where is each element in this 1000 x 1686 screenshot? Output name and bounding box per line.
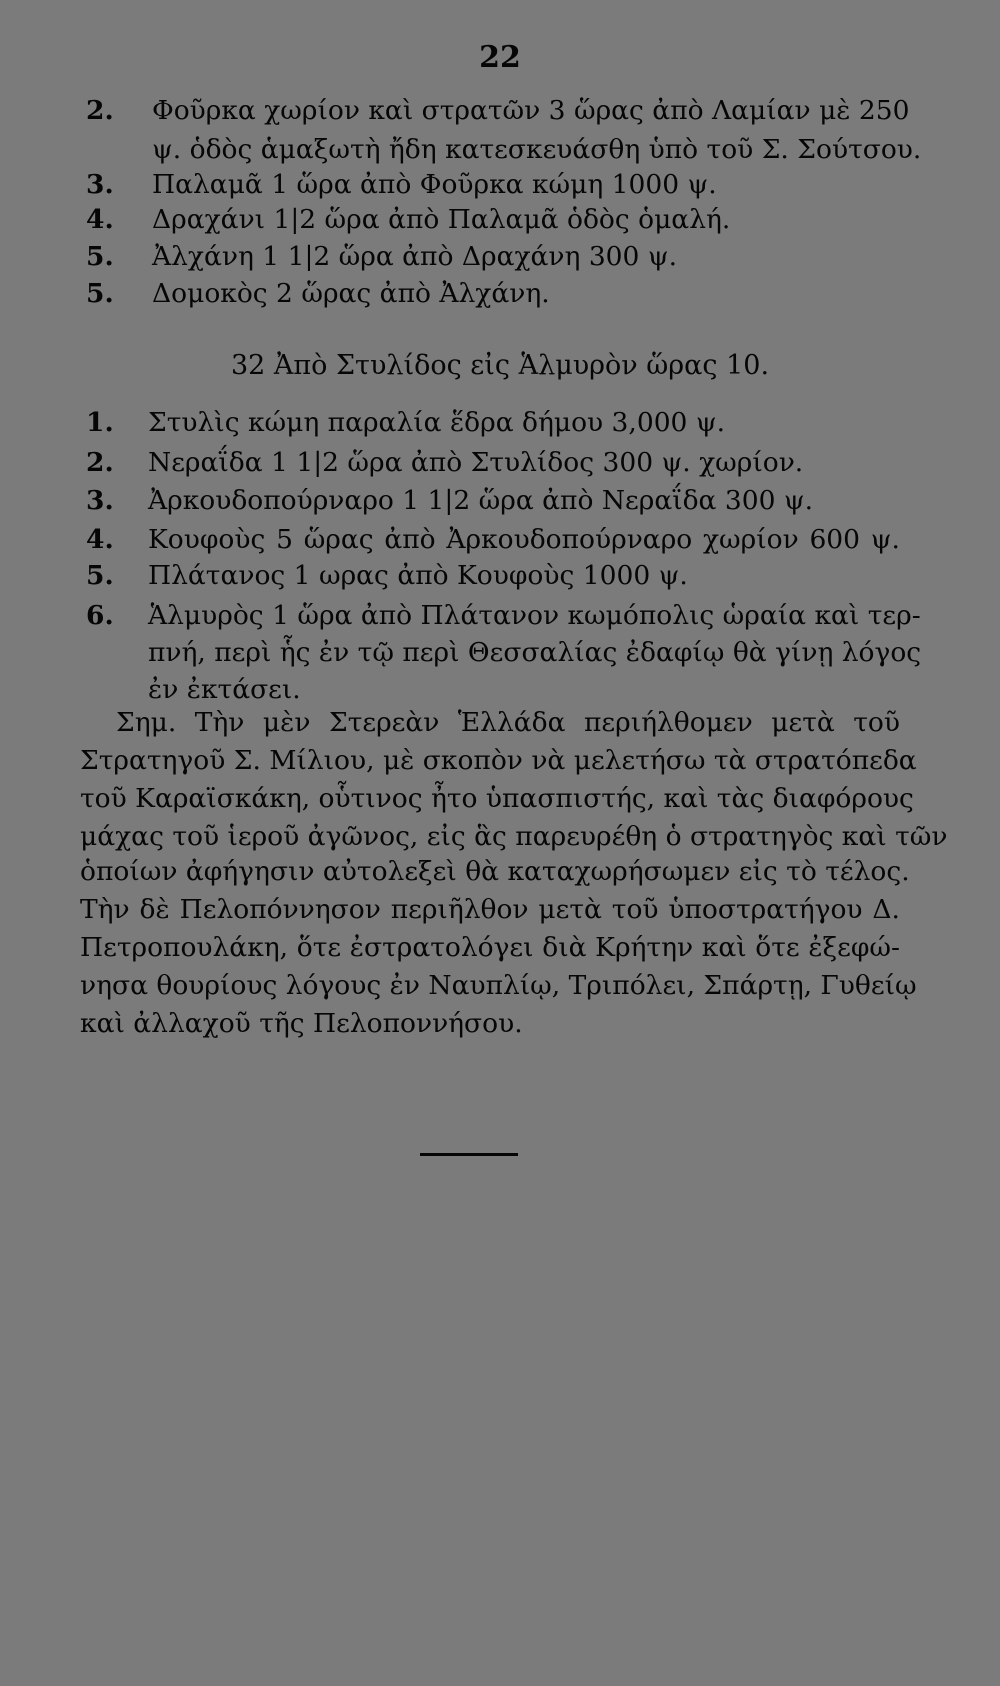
item-line: Παλαμᾶ 1 ὥρα ἀπὸ Φοῦρκα κώμη 1000 ψ. — [152, 169, 717, 200]
note-line: ὁποίων ἀφήγησιν αὐτολεξεὶ θὰ καταχωρήσωμεν εἰς τὸ τέλος. — [80, 856, 910, 887]
note-line: Τὴν δὲ Πελοπόννησον περιῆλθον μετὰ τοῦ ὑποστρατήγου Δ. — [80, 894, 900, 925]
item-line: Πλάτανος 1 ωρας ἀπὸ Κουφοὺς 1000 ψ. — [148, 560, 688, 591]
item-line: Στυλὶς κώμη παραλία ἕδρα δήμου 3,000 ψ. — [148, 407, 726, 438]
item-line: Ἀρκουδοπούρναρο 1 1|2 ὥρα ἀπὸ Νεραΐδα 300 ψ. — [148, 485, 814, 516]
item-number: 5. — [86, 560, 114, 591]
item-line: Φοῦρκα χωρίον καὶ στρατῶν 3 ὥρας ἀπὸ Λαμίαν μὲ 250 — [152, 95, 910, 126]
item-line: Δραχάνι 1|2 ὥρα ἀπὸ Παλαμᾶ ὁδὸς ὁμαλή. — [152, 204, 731, 235]
note-line: μάχας τοῦ ἱεροῦ ἀγῶνος, εἰς ἃς παρευρέθη ὁ στρατηγὸς καὶ τῶν — [80, 821, 948, 852]
note-line: τοῦ Καραϊσκάκη, οὗτινος ἦτο ὑπασπιστής, καὶ τὰς διαφόρους — [80, 783, 914, 814]
item-number: 2. — [86, 95, 114, 126]
item-line: Νεραΐδα 1 1|2 ὥρα ἀπὸ Στυλίδος 300 ψ. χωρίον. — [148, 447, 804, 478]
note-line: νησα θουρίους λόγους ἐν Ναυπλίῳ, Τριπόλει, Σπάρτῃ, Γυθείῳ — [80, 970, 917, 1001]
item-number: 4. — [86, 204, 114, 235]
item-number: 4. — [86, 524, 114, 555]
item-number: 3. — [86, 169, 114, 200]
item-number: 6. — [86, 600, 114, 631]
section-divider — [420, 1153, 518, 1156]
route-heading: 32 Ἀπὸ Στυλίδος εἰς Ἁλμυρὸν ὥρας 10. — [230, 350, 770, 381]
item-number: 5. — [86, 278, 114, 309]
item-line: ψ. ὁδὸς ἁμαξωτὴ ἤδη κατεσκευάσθη ὑπὸ τοῦ Σ. Σούτσου. — [152, 134, 922, 165]
note-line: Σημ. Τὴν μὲν Στερεὰν Ἑλλάδα περιήλθομεν μετὰ τοῦ — [116, 707, 900, 738]
item-line: ἐν ἐκτάσει. — [148, 674, 301, 705]
item-line: πνή, περὶ ἧς ἐν τῷ περὶ Θεσσαλίας ἐδαφίῳ θὰ γίνῃ λόγος — [148, 637, 922, 668]
item-number: 2. — [86, 447, 114, 478]
item-number: 5. — [86, 241, 114, 272]
item-number: 3. — [86, 485, 114, 516]
item-line: Ἀλχάνη 1 1|2 ὥρα ἀπὸ Δραχάνη 300 ψ. — [152, 241, 678, 272]
note-line: Πετροπουλάκη, ὅτε ἐστρατολόγει διὰ Κρήτην καὶ ὅτε ἐξεφώ- — [80, 932, 900, 963]
item-line: Δομοκὸς 2 ὥρας ἀπὸ Ἀλχάνη. — [152, 278, 550, 309]
item-number: 1. — [86, 407, 114, 438]
item-line: Ἁλμυρὸς 1 ὥρα ἀπὸ Πλάτανον κωμόπολις ὡραία καὶ τερ- — [148, 600, 921, 631]
page-number: 22 — [479, 40, 521, 75]
note-line: Στρατηγοῦ Σ. Μίλιου, μὲ σκοπὸν νὰ μελετήσω τὰ στρατόπεδα — [80, 745, 917, 776]
item-line: Κουφοὺς 5 ὥρας ἀπὸ Ἀρκουδοπούρναρο χωρίον 600 ψ. — [148, 524, 900, 555]
note-line: καὶ ἀλλαχοῦ τῆς Πελοποννήσου. — [80, 1008, 523, 1039]
